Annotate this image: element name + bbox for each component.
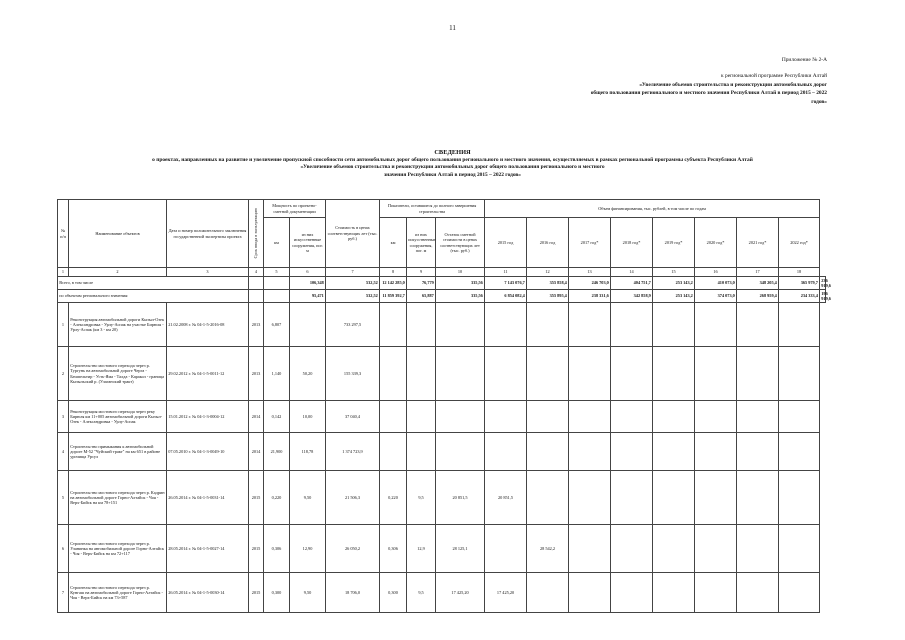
finance-year-value (569, 347, 611, 401)
totals-cell: 532,52 (326, 290, 380, 303)
remaining-structures: 9,5 (407, 471, 436, 525)
finance-year-value (737, 471, 779, 525)
finance-year-value (695, 433, 737, 471)
column-number: 16 (695, 268, 737, 277)
header-capacity-km: км (264, 218, 290, 268)
finance-year-value (737, 525, 779, 573)
header-year: 2015 год (485, 218, 527, 268)
remaining-cost: 28 125,1 (436, 525, 485, 573)
finance-year-value (527, 401, 569, 433)
remaining-km: 0,300 (380, 573, 407, 613)
totals-cell: 348 205,4 (737, 277, 779, 290)
totals-cell: 374 073,0 (695, 290, 737, 303)
finance-year-value (611, 573, 653, 613)
capacity-km: 0,220 (264, 471, 290, 525)
finance-year-value (653, 433, 695, 471)
project-cost: 1 374 723,9 (326, 433, 380, 471)
finance-year-value (695, 525, 737, 573)
object-name: Строительство мостового перехода через р. Уланинка на автомобильной дороге Горно-Алтайск - Чоя - Верх-Бийск на км 72+117 (69, 525, 167, 573)
table-row (58, 401, 826, 433)
header-capacity-group: Мощность по проектно-сметной документации (264, 200, 326, 218)
column-number: 6 (290, 268, 326, 277)
column-number: 10 (436, 268, 485, 277)
totals-cell: 95,471 (290, 290, 326, 303)
finance-year-value (485, 347, 527, 401)
totals-cell: 236 919,6 (821, 277, 831, 289)
totals-cell: 355 895,4 (527, 290, 569, 303)
remaining-structures (407, 433, 436, 471)
capacity-structures: 10,00 (290, 401, 326, 433)
remaining-structures: 12,9 (407, 525, 436, 573)
finance-year-value (485, 525, 527, 573)
header-term-text: Срок ввода в эксплуатацию (253, 208, 259, 259)
expertise-conclusion: 15.01.2012 г. № 04-1-3-0004-12 (167, 401, 249, 433)
capacity-km: 1,140 (264, 347, 290, 401)
object-name: Строительство мостового перехода через р. Кунгаш на автомобильной дороге Горно-Алтайск - Чоя - Верх-Бийск на км 73+587 (69, 573, 167, 613)
column-number: 13 (569, 268, 611, 277)
row-number: 1 (58, 303, 69, 347)
totals-cell: 106,348 (290, 277, 326, 290)
capacity-structures: 50,20 (290, 347, 326, 401)
table-row (58, 303, 826, 347)
remaining-cost (436, 303, 485, 347)
appendix-label: Приложение № 2-А (781, 57, 827, 63)
document-subtitle: значения Республики Алтай в период 2015 – 2022 годов» (383, 171, 522, 178)
column-number: 7 (326, 268, 380, 277)
finance-year-value (527, 433, 569, 471)
object-name: Строительство примыкания к автомобильной дороге М-52 "Чуйский тракт" на км 651 в районе урочища Урсул (69, 433, 167, 471)
finance-year-value (779, 525, 820, 573)
totals-cell: 246 703,0 (569, 277, 611, 290)
remaining-cost (436, 433, 485, 471)
project-cost: 21 506,3 (326, 471, 380, 525)
finance-year-value (695, 401, 737, 433)
finance-year-value (737, 303, 779, 347)
finance-year-value (653, 347, 695, 401)
row-number: 7 (58, 573, 69, 613)
header-rem-art: из них искусственные сооружения, пог. м (407, 218, 436, 268)
page-number: 11 (449, 24, 456, 32)
header-finance-group: Объем финансирования, тыс. рублей, в том числе по годам (485, 200, 820, 218)
totals-label: Всего, в том числе (58, 277, 249, 290)
totals-row (58, 277, 826, 290)
remaining-km: 0,220 (380, 471, 407, 525)
table-row (58, 573, 826, 613)
finance-year-value (569, 525, 611, 573)
remaining-km (380, 433, 407, 471)
capacity-structures: 12,90 (290, 525, 326, 573)
header-year: 2021 год* (737, 218, 779, 268)
row-number: 5 (58, 471, 69, 525)
projects-table (57, 199, 831, 613)
table-row (58, 433, 826, 471)
header-year: 2016 год (527, 218, 569, 268)
expertise-conclusion: 26.05.2014 г. № 04-1-5-0031-14 (167, 471, 249, 525)
column-number: 2 (69, 268, 167, 277)
header-capacity-art: из них искусственные сооружения, пог. м (290, 218, 326, 268)
commissioning-year: 2014 (249, 401, 264, 433)
finance-year-value (611, 433, 653, 471)
expertise-conclusion: 21.02.2008 г. № 04-1-5-2016-08 (167, 303, 249, 347)
row-number: 2 (58, 347, 69, 401)
capacity-km: 6,807 (264, 303, 290, 347)
appendix-line: к региональной программе Республики Алтай (721, 73, 827, 80)
expertise-conclusion: 07.05.2010 г. № 04-1-3-0049-10 (167, 433, 249, 471)
remaining-km (380, 303, 407, 347)
document-subtitle: о проектах, направленных на развитие и увеличение пропускной способности сети автомобильных дорог общего пользования регионального и местного значения, осуществляемых в рамках региональной программы субъекта Республики Алтай (152, 156, 753, 163)
finance-year-value (569, 573, 611, 613)
capacity-structures: 118,78 (290, 433, 326, 471)
commissioning-year: 2015 (249, 471, 264, 525)
finance-year-value (737, 433, 779, 471)
totals-cell: 6 854 082,4 (485, 290, 527, 303)
totals-cell: 355 858,4 (527, 277, 569, 290)
header-term (249, 200, 264, 268)
commissioning-year: 2013 (249, 347, 264, 401)
finance-year-value (779, 401, 820, 433)
totals-cell: 7 143 076,7 (485, 277, 527, 290)
header-rem-km: км (380, 218, 407, 268)
finance-year-value (611, 525, 653, 573)
appendix-program-title: «Увеличение объемов строительства и реконструкции автомобильных дорог (639, 81, 827, 88)
remaining-km: 0,306 (380, 525, 407, 573)
remaining-cost: 20 851,5 (436, 471, 485, 525)
header-year: 2018 год* (611, 218, 653, 268)
finance-year-value (653, 401, 695, 433)
totals-cell: 76,779 (407, 277, 436, 290)
totals-cell: 12 142 285,0 (380, 277, 407, 290)
totals-cell (264, 277, 290, 290)
finance-year-value (611, 471, 653, 525)
finance-year-value (485, 433, 527, 471)
header-year: 2020 год* (695, 218, 737, 268)
finance-year-value (653, 471, 695, 525)
table-row (58, 471, 826, 525)
finance-year-value (653, 525, 695, 573)
header-rem-cost: Остаток сметной стоимости в ценах соответствующих лет (тыс. руб.) (436, 218, 485, 268)
expertise-conclusion: 29.02.2012 г. № 04-1-5-0011-12 (167, 347, 249, 401)
totals-cell: 11 859 392,7 (380, 290, 407, 303)
finance-year-value (527, 303, 569, 347)
remaining-cost (436, 347, 485, 401)
project-cost: 18 706,0 (326, 573, 380, 613)
column-number-row (58, 268, 826, 277)
capacity-km: 0,142 (264, 401, 290, 433)
header-remaining-group: Показатели, оставшиеся до полного завершения строительства (380, 200, 485, 218)
expertise-conclusion: 26.05.2014 г. № 04-1-5-0030-14 (167, 573, 249, 613)
remaining-cost: 17 425,20 (436, 573, 485, 613)
capacity-structures: 9,50 (290, 573, 326, 613)
table-row (58, 525, 826, 573)
finance-year-value (611, 401, 653, 433)
finance-year-value: 28 542,2 (527, 525, 569, 573)
row-number: 6 (58, 525, 69, 573)
totals-label: по объектам регионального значения: (58, 290, 249, 303)
finance-year-value (779, 471, 820, 525)
finance-year-value (485, 401, 527, 433)
commissioning-year: 2014 (249, 433, 264, 471)
totals-row (58, 290, 826, 303)
totals-cell: 268 959,4 (737, 290, 779, 303)
finance-year-value (695, 303, 737, 347)
header-name: Наименование объектов (69, 200, 167, 268)
finance-year-value (611, 303, 653, 347)
header-cost: Стоимость в ценах соответствующих лет (тыс. руб.) (326, 200, 380, 268)
finance-year-value: 20 851,5 (485, 471, 527, 525)
finance-year-value (611, 347, 653, 401)
finance-year-value (695, 471, 737, 525)
column-number: 4 (249, 268, 264, 277)
finance-year-value (569, 433, 611, 471)
capacity-structures: 9,50 (290, 471, 326, 525)
totals-cell: 238 331,6 (569, 290, 611, 303)
column-number: 9 (407, 268, 436, 277)
commissioning-year: 2013 (249, 303, 264, 347)
remaining-structures (407, 401, 436, 433)
finance-year-value (485, 303, 527, 347)
finance-year-value (695, 573, 737, 613)
capacity-km: 0,300 (264, 573, 290, 613)
object-name: Реконструкция автомобильной дороги Кызыл-Озек - Александровка - Урлу-Аспак на участке Бирюля - Урлу-Аспак (км 3 - км 20) (69, 303, 167, 347)
totals-cell: 234 333,4 (779, 290, 820, 303)
totals-cell: 335,56 (436, 277, 485, 290)
column-number: 18 (779, 268, 820, 277)
header-no: № п/п (58, 200, 69, 268)
remaining-km (380, 401, 407, 433)
finance-year-value (569, 401, 611, 433)
finance-year-value (737, 573, 779, 613)
project-cost: 37 040,4 (326, 401, 380, 433)
column-number: 15 (653, 268, 695, 277)
document-title: СВЕДЕНИЯ (434, 149, 471, 156)
row-number: 4 (58, 433, 69, 471)
finance-year-value (779, 303, 820, 347)
appendix-block (591, 56, 827, 106)
row-number: 3 (58, 401, 69, 433)
column-number: 8 (380, 268, 407, 277)
header-doc: Дата и номер положительного заключения государственной экспертизы проекта (167, 200, 249, 268)
appendix-program-title: общего пользования регионального и местного значения Республики Алтай в период 2015 – 2022 (590, 90, 827, 97)
remaining-structures (407, 347, 436, 401)
remaining-km (380, 347, 407, 401)
finance-year-value (737, 401, 779, 433)
finance-year-value (737, 347, 779, 401)
object-name: Реконструкция мостового перехода через реку Бирюля км 11+005 автомобильной дороги Кызыл-Озек - Александровка - Урлу-Аспак (69, 401, 167, 433)
commissioning-year: 2015 (249, 525, 264, 573)
totals-cell: 404 751,7 (611, 277, 653, 290)
remaining-structures (407, 303, 436, 347)
finance-year-value (779, 433, 820, 471)
commissioning-year: 2015 (249, 573, 264, 613)
column-number: 5 (264, 268, 290, 277)
totals-cell: 253 143,2 (653, 290, 695, 303)
document-heading (40, 149, 865, 179)
project-cost: 26 050,2 (326, 525, 380, 573)
finance-year-value (527, 573, 569, 613)
finance-year-value (695, 347, 737, 401)
document-subtitle: «Увеличение объемов строительства и реконструкции автомобильных дорог общего пользования регионального и местного (300, 164, 605, 171)
totals-cell: 196 919,6 (821, 290, 831, 302)
project-cost: 733 297,5 (326, 303, 380, 347)
totals-cell: 65,887 (407, 290, 436, 303)
totals-cell: 365 979,7 (779, 277, 820, 290)
object-name: Строительство мостового перехода через р. Тургунь на автомобильной дороге Черга - Бешпельтир - Усть-Яма - Талда - Каракол - граница Кызыльский р. (Улаганский тракт) (69, 347, 167, 401)
finance-year-value (569, 471, 611, 525)
totals-cell: 253 143,2 (653, 277, 695, 290)
finance-year-value (653, 573, 695, 613)
totals-cell: 335,56 (436, 290, 485, 303)
finance-year-value (779, 573, 820, 613)
capacity-structures (290, 303, 326, 347)
capacity-km: 21,900 (264, 433, 290, 471)
header-year: 2017 год* (569, 218, 611, 268)
remaining-cost (436, 401, 485, 433)
project-cost: 155 339,3 (326, 347, 380, 401)
column-number: 3 (167, 268, 249, 277)
column-number: 11 (485, 268, 527, 277)
column-number: 12 (527, 268, 569, 277)
totals-cell: 532,52 (326, 277, 380, 290)
table-row (58, 347, 826, 401)
appendix-program-title: годов» (811, 98, 827, 105)
finance-year-value (527, 347, 569, 401)
finance-year-value: 17 425,20 (485, 573, 527, 613)
header-year: 2022 год* (779, 218, 820, 268)
object-name: Строительство мостового перехода через р. Кадрин на автомобильной дороге Горно-Алтайск - Чоя - Верх-Бийск на км 78+151 (69, 471, 167, 525)
column-number: 14 (611, 268, 653, 277)
header-year: 2019 год* (653, 218, 695, 268)
totals-cell (264, 290, 290, 303)
totals-cell: 410 073,0 (695, 277, 737, 290)
expertise-conclusion: 28.05.2014 г. № 04-1-5-0027-14 (167, 525, 249, 573)
column-number: 17 (737, 268, 779, 277)
finance-year-value (653, 303, 695, 347)
totals-cell (249, 277, 264, 290)
finance-year-value (527, 471, 569, 525)
finance-year-value (779, 347, 820, 401)
column-number: 1 (58, 268, 69, 277)
totals-cell (249, 290, 264, 303)
totals-cell: 342 858,9 (611, 290, 653, 303)
capacity-km: 0,306 (264, 525, 290, 573)
remaining-structures: 9,5 (407, 573, 436, 613)
finance-year-value (569, 303, 611, 347)
